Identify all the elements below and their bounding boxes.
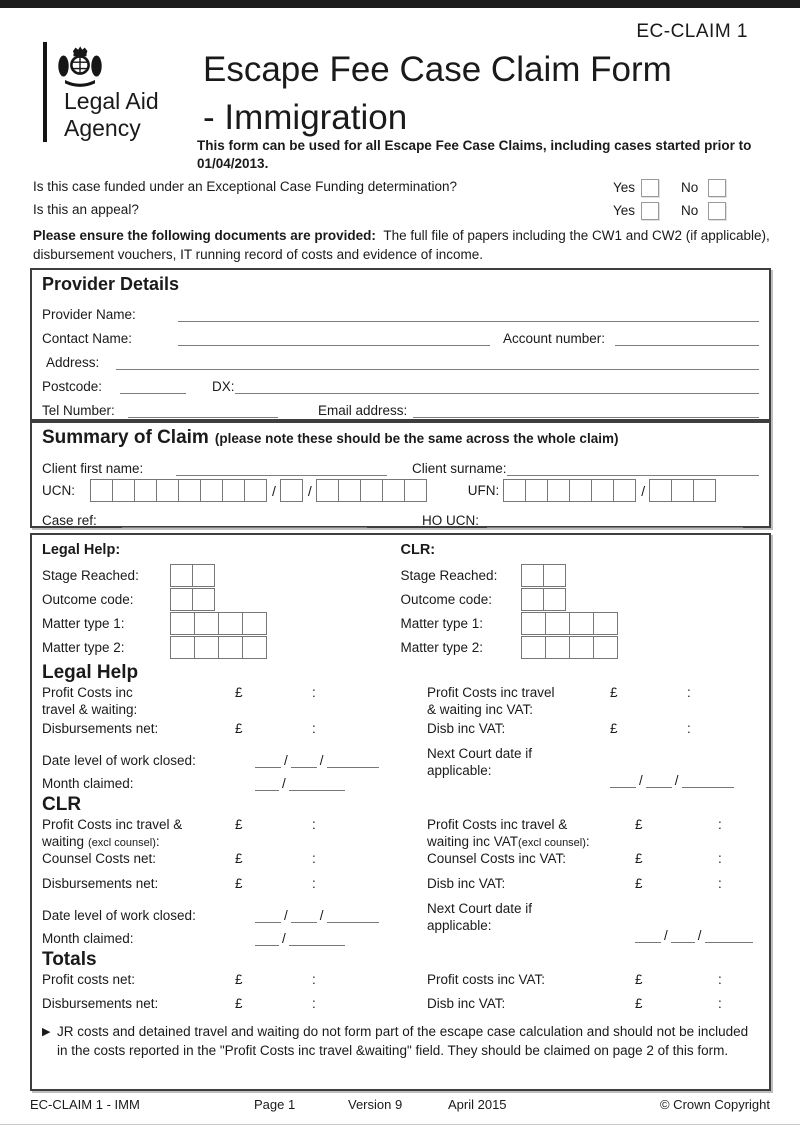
char-cell[interactable] <box>404 479 427 502</box>
char-cell[interactable] <box>218 636 243 659</box>
totals-disb-vat-row <box>427 995 759 1019</box>
char-cell[interactable] <box>545 612 570 635</box>
email-address-field[interactable] <box>413 403 759 418</box>
pence-colon: : <box>718 996 722 1011</box>
logo-divider-bar <box>43 42 47 142</box>
matter-type-1-label: Matter type 1: <box>400 615 484 631</box>
postcode-dx-row <box>42 370 759 394</box>
question-ecf-text: Is this case funded under an Exceptional Case Funding determination? <box>33 179 458 194</box>
question-ecf <box>33 179 770 199</box>
form-code: EC-CLAIM 1 <box>636 21 748 42</box>
char-cell[interactable] <box>134 479 157 502</box>
clr-disbursements-label: Disbursements net: <box>42 876 159 891</box>
char-cell[interactable] <box>543 564 566 587</box>
char-cell[interactable] <box>192 588 215 611</box>
pence-colon: : <box>312 972 316 987</box>
lh-disb-vat-label: Disb inc VAT: <box>427 721 506 736</box>
pound-sign: £ <box>235 996 243 1011</box>
lh-month-claimed-row: Month claimed: / <box>42 768 427 791</box>
stage-reached-label: Stage Reached: <box>42 567 139 583</box>
date-closed-label: Date level of work closed: <box>42 908 196 923</box>
char-cell[interactable] <box>112 479 135 502</box>
char-cell[interactable] <box>591 479 614 502</box>
matter-type-1-row <box>42 611 401 635</box>
client-first-name-label: Client first name: <box>42 461 144 476</box>
clr-profit-label: Profit Costs inc travel & <box>42 817 183 832</box>
lh-profit-costs-row: Profit Costs inc travel & waiting: £ : <box>42 685 316 717</box>
pence-colon: : <box>312 721 316 736</box>
codes-area <box>42 539 759 659</box>
matter-type-2-row <box>401 635 760 659</box>
logo-line1: Legal Aid <box>64 88 159 114</box>
stage-reached-row <box>401 563 760 587</box>
pound-sign: £ <box>635 817 643 832</box>
date-month-field[interactable] <box>291 754 317 768</box>
char-cell[interactable] <box>194 612 219 635</box>
disb-net-label: Disbursements net: <box>42 996 159 1011</box>
form-subtitle: This form can be used for all Escape Fee Case Claims, including cases started prior to 01/04/2013. <box>197 138 752 171</box>
contact-name-field[interactable] <box>178 331 490 346</box>
char-cell[interactable] <box>156 479 179 502</box>
char-cell[interactable] <box>178 479 201 502</box>
lh-date-closed-row: Date level of work closed: / / <box>42 745 427 768</box>
char-cell[interactable] <box>316 479 339 502</box>
date-month-field[interactable] <box>671 929 695 943</box>
clr-counsel-costs-vat-row <box>427 850 759 875</box>
totals-profit-vat-row <box>427 971 759 995</box>
provider-details-section <box>30 268 771 421</box>
year-field[interactable] <box>289 932 345 946</box>
pound-sign: £ <box>610 685 618 700</box>
excl-counsel-note: (excl counsel) <box>88 837 156 849</box>
month-field[interactable] <box>255 777 279 791</box>
ucn-ufn-row <box>42 476 759 505</box>
summary-heading-note: (please note these should be the same across the whole claim) <box>214 431 619 446</box>
ucn-part3-boxes[interactable] <box>316 479 426 502</box>
page-title-line2: - Immigration <box>203 98 408 137</box>
client-surname-field[interactable] <box>507 461 759 476</box>
outcome-code-row <box>401 587 760 611</box>
char-cell[interactable] <box>200 479 223 502</box>
no-label: No <box>681 203 699 218</box>
char-cell[interactable] <box>569 479 592 502</box>
date-month-field[interactable] <box>291 909 317 923</box>
address-field[interactable] <box>116 355 759 370</box>
page-top-edge <box>0 0 800 8</box>
summary-heading: Summary of Claim (please note these should be the same across the whole claim) <box>42 427 619 448</box>
totals-heading: Totals <box>42 949 97 970</box>
client-name-row <box>42 452 759 476</box>
lh-disbursements-label: Disbursements net: <box>42 721 159 736</box>
claim-detail-section <box>30 533 771 1091</box>
lh-profit-vat-label: Profit Costs inc travel <box>427 685 555 700</box>
account-number-label: Account number: <box>503 331 606 346</box>
lh-stage-reached-boxes[interactable] <box>170 564 214 587</box>
lh-next-court-row: Next Court date if applicable: / / <box>427 745 759 791</box>
footer-page-number: Page 1 <box>254 1097 296 1112</box>
ecf-no-checkbox[interactable] <box>708 179 726 197</box>
lh-disbursements-row <box>42 720 427 745</box>
ucn-part1-boxes[interactable] <box>90 479 266 502</box>
char-cell[interactable] <box>613 479 636 502</box>
clr-codes-heading: CLR: <box>400 542 436 558</box>
date-year-field[interactable] <box>327 909 379 923</box>
matter-type-1-row <box>401 611 760 635</box>
documents-note-bold: Please ensure the following documents are provided: <box>33 228 376 243</box>
email-address-label: Email address: <box>318 403 408 418</box>
clr-next-court-row: Next Court date if applicable: / / <box>427 900 759 946</box>
char-cell[interactable] <box>543 588 566 611</box>
provider-name-label: Provider Name: <box>42 307 136 322</box>
pound-sign: £ <box>235 721 243 736</box>
clr-month-claimed-row: Month claimed: / <box>42 923 427 946</box>
char-cell[interactable] <box>194 636 219 659</box>
pence-colon: : <box>718 851 722 866</box>
char-cell[interactable] <box>569 636 594 659</box>
provider-details-heading: Provider Details <box>42 274 180 294</box>
clr-matter-type-1-boxes[interactable] <box>521 612 617 635</box>
pence-colon: : <box>312 996 316 1011</box>
jr-note <box>42 1023 759 1060</box>
pound-sign: £ <box>235 817 243 832</box>
legal-help-heading: Legal Help <box>42 662 139 683</box>
question-appeal <box>33 202 770 222</box>
profit-net-label: Profit costs net: <box>42 972 136 987</box>
ucn-part2-boxes[interactable] <box>280 479 302 502</box>
clr-matter-type-2-boxes[interactable] <box>521 636 617 659</box>
date-year-field[interactable] <box>705 929 753 943</box>
clr-disb-vat-label: Disb inc VAT: <box>427 876 506 891</box>
pound-sign: £ <box>235 876 243 891</box>
contact-name-row <box>42 322 759 346</box>
postcode-label: Postcode: <box>42 379 103 394</box>
char-cell[interactable] <box>503 479 526 502</box>
documents-note <box>33 226 770 264</box>
date-day-field[interactable] <box>635 929 661 943</box>
outcome-code-label: Outcome code: <box>42 591 134 607</box>
clr-heading: CLR <box>42 794 82 815</box>
char-cell[interactable] <box>525 479 548 502</box>
date-year-field[interactable] <box>682 774 734 788</box>
yes-label: Yes <box>613 203 636 218</box>
legal-help-amounts <box>42 684 759 791</box>
pound-sign: £ <box>235 972 243 987</box>
pound-sign: £ <box>635 876 643 891</box>
slash-separator: / <box>272 482 276 499</box>
pound-sign: £ <box>635 851 643 866</box>
char-cell[interactable] <box>218 612 243 635</box>
lh-profit-costs-vat-row: Profit Costs inc travel & waiting inc VAT: £ : <box>427 685 691 717</box>
char-cell[interactable] <box>360 479 383 502</box>
legal-help-codes-column <box>42 539 401 659</box>
ufn-part2-boxes[interactable] <box>649 479 715 502</box>
slash-separator: / <box>307 482 312 499</box>
royal-crest-icon <box>56 43 104 89</box>
dx-field[interactable] <box>235 379 759 394</box>
clr-disb-vat-row <box>427 875 759 900</box>
provider-name-field[interactable] <box>178 307 759 322</box>
provider-name-row <box>42 298 759 322</box>
year-field[interactable] <box>289 777 345 791</box>
jr-note-text: JR costs and detained travel and waiting do not form part of the escape case calculation and should not be included in the costs reported in the "Profit Costs inc travel &waiting" field. They should be claimed on page 2 of this form. <box>57 1024 749 1058</box>
clr-profit-costs-row: Profit Costs inc travel & waiting (excl counsel): £ : <box>42 817 316 849</box>
ucn-label: UCN: <box>42 483 75 498</box>
pound-sign: £ <box>610 721 618 736</box>
char-cell[interactable] <box>693 479 716 502</box>
page-bottom-edge <box>0 1124 800 1125</box>
client-surname-label: Client surname: <box>412 461 507 476</box>
account-number-field[interactable] <box>615 331 759 346</box>
matter-type-2-row <box>42 635 401 659</box>
clr-profit-vat-label: Profit Costs inc travel & <box>427 817 568 832</box>
char-cell[interactable] <box>170 636 195 659</box>
appeal-no-checkbox[interactable] <box>708 202 726 220</box>
pence-colon: : <box>718 876 722 891</box>
client-first-name-field[interactable] <box>176 461 387 476</box>
ufn-label: UFN: <box>467 483 500 498</box>
question-appeal-text: Is this an appeal? <box>33 202 139 217</box>
char-cell[interactable] <box>280 479 303 502</box>
totals-disb-net-row <box>42 995 427 1019</box>
pence-colon: : <box>312 851 316 866</box>
pence-colon: : <box>687 685 691 700</box>
pence-colon: : <box>718 817 722 832</box>
clr-profit-costs-vat-row: Profit Costs inc travel & waiting inc VAT(excl counsel): £ : <box>427 817 722 849</box>
ecf-yes-checkbox[interactable] <box>641 179 659 197</box>
char-cell[interactable] <box>569 612 594 635</box>
note-marker-icon: ▶ <box>42 1026 51 1038</box>
char-cell[interactable] <box>244 479 267 502</box>
month-claimed-label: Month claimed: <box>42 931 134 946</box>
matter-type-2-label: Matter type 2: <box>42 639 125 655</box>
clr-amounts <box>42 816 759 946</box>
address-row <box>42 346 759 370</box>
lh-outcome-code-boxes[interactable] <box>170 588 214 611</box>
clr-counsel-costs-row <box>42 850 427 875</box>
lh-matter-type-2-boxes[interactable] <box>170 636 266 659</box>
tel-number-label: Tel Number: <box>42 403 115 418</box>
char-cell[interactable] <box>192 564 215 587</box>
footer-date: April 2015 <box>448 1097 507 1112</box>
postcode-field[interactable] <box>120 379 186 394</box>
date-month-field[interactable] <box>646 774 672 788</box>
totals-amounts <box>42 971 759 1019</box>
char-cell[interactable] <box>242 612 267 635</box>
page-title-line1: Escape Fee Case Claim Form <box>203 50 672 89</box>
pence-colon: : <box>718 972 722 987</box>
matter-type-2-label: Matter type 2: <box>400 639 484 655</box>
disb-vat-label: Disb inc VAT: <box>427 996 506 1011</box>
yes-label: Yes <box>613 180 636 195</box>
char-cell[interactable] <box>521 588 544 611</box>
char-cell[interactable] <box>242 636 267 659</box>
char-cell[interactable] <box>521 636 546 659</box>
pound-sign: £ <box>235 685 243 700</box>
lh-matter-type-1-boxes[interactable] <box>170 612 266 635</box>
date-day-field[interactable] <box>610 774 636 788</box>
lh-profit-label: Profit Costs inc <box>42 685 133 700</box>
slash-separator: / <box>641 482 646 499</box>
month-field[interactable] <box>255 932 279 946</box>
clr-stage-reached-boxes[interactable] <box>521 564 565 587</box>
footer-copyright: © Crown Copyright <box>659 1097 770 1112</box>
char-cell[interactable] <box>593 612 618 635</box>
counsel-costs-vat-label: Counsel Costs inc VAT: <box>427 851 567 866</box>
char-cell[interactable] <box>545 636 570 659</box>
excl-counsel-note: (excl counsel) <box>518 837 586 849</box>
date-day-field[interactable] <box>255 909 281 923</box>
char-cell[interactable] <box>338 479 361 502</box>
date-closed-label: Date level of work closed: <box>42 753 196 768</box>
char-cell[interactable] <box>170 564 193 587</box>
pound-sign: £ <box>235 851 243 866</box>
ho-ucn-field[interactable] <box>487 513 743 528</box>
clr-date-closed-row: Date level of work closed: / / <box>42 900 427 923</box>
clr-disbursements-row <box>42 875 427 900</box>
documents-note-text: The full file of papers including the CW1 and CW2 (if applicable), disbursement vouchers, IT running record of costs and evidence of income. <box>33 228 770 262</box>
ufn-part1-boxes[interactable] <box>503 479 635 502</box>
lh-disb-vat-row <box>427 720 759 745</box>
footer-doc-ref: EC-CLAIM 1 - IMM <box>30 1097 140 1112</box>
contact-name-label: Contact Name: <box>42 331 133 346</box>
pence-colon: : <box>687 721 691 736</box>
clr-codes-column <box>401 539 760 659</box>
char-cell[interactable] <box>382 479 405 502</box>
char-cell[interactable] <box>521 564 544 587</box>
ho-ucn-label: HO UCN: <box>422 513 479 528</box>
month-claimed-label: Month claimed: <box>42 776 134 791</box>
address-label: Address: <box>46 355 100 370</box>
case-ref-row <box>42 505 759 528</box>
outcome-code-row <box>42 587 401 611</box>
stage-reached-row <box>42 563 401 587</box>
outcome-code-label: Outcome code: <box>400 591 493 607</box>
tel-number-field[interactable] <box>128 403 278 418</box>
char-cell[interactable] <box>593 636 618 659</box>
case-ref-label: Case ref: <box>42 513 97 528</box>
clr-outcome-code-boxes[interactable] <box>521 588 565 611</box>
pence-colon: : <box>312 685 316 700</box>
tel-email-row <box>42 394 759 418</box>
footer-version: Version 9 <box>348 1097 403 1112</box>
logo-line2: Agency <box>64 115 141 141</box>
summary-of-claim-section <box>30 421 771 528</box>
pence-colon: : <box>312 817 316 832</box>
logo-wordmark <box>64 88 159 142</box>
pound-sign: £ <box>635 972 643 987</box>
char-cell[interactable] <box>222 479 245 502</box>
totals-profit-net-row <box>42 971 427 995</box>
pence-colon: : <box>312 876 316 891</box>
char-cell[interactable] <box>547 479 570 502</box>
profit-vat-label: Profit costs inc VAT: <box>427 972 546 987</box>
char-cell[interactable] <box>521 612 546 635</box>
matter-type-1-label: Matter type 1: <box>42 615 125 631</box>
stage-reached-label: Stage Reached: <box>400 567 498 583</box>
no-label: No <box>681 180 699 195</box>
pound-sign: £ <box>635 996 643 1011</box>
legal-help-codes-heading: Legal Help: <box>42 542 121 558</box>
dx-label: DX: <box>212 379 235 394</box>
case-ref-field[interactable] <box>122 513 367 528</box>
date-day-field[interactable] <box>255 754 281 768</box>
next-court-label: Next Court date if <box>427 901 533 916</box>
char-cell[interactable] <box>649 479 672 502</box>
char-cell[interactable] <box>671 479 694 502</box>
date-year-field[interactable] <box>327 754 379 768</box>
char-cell[interactable] <box>170 588 193 611</box>
counsel-costs-label: Counsel Costs net: <box>42 851 157 866</box>
next-court-label: Next Court date if <box>427 746 533 761</box>
char-cell[interactable] <box>90 479 113 502</box>
appeal-yes-checkbox[interactable] <box>641 202 659 220</box>
char-cell[interactable] <box>170 612 195 635</box>
